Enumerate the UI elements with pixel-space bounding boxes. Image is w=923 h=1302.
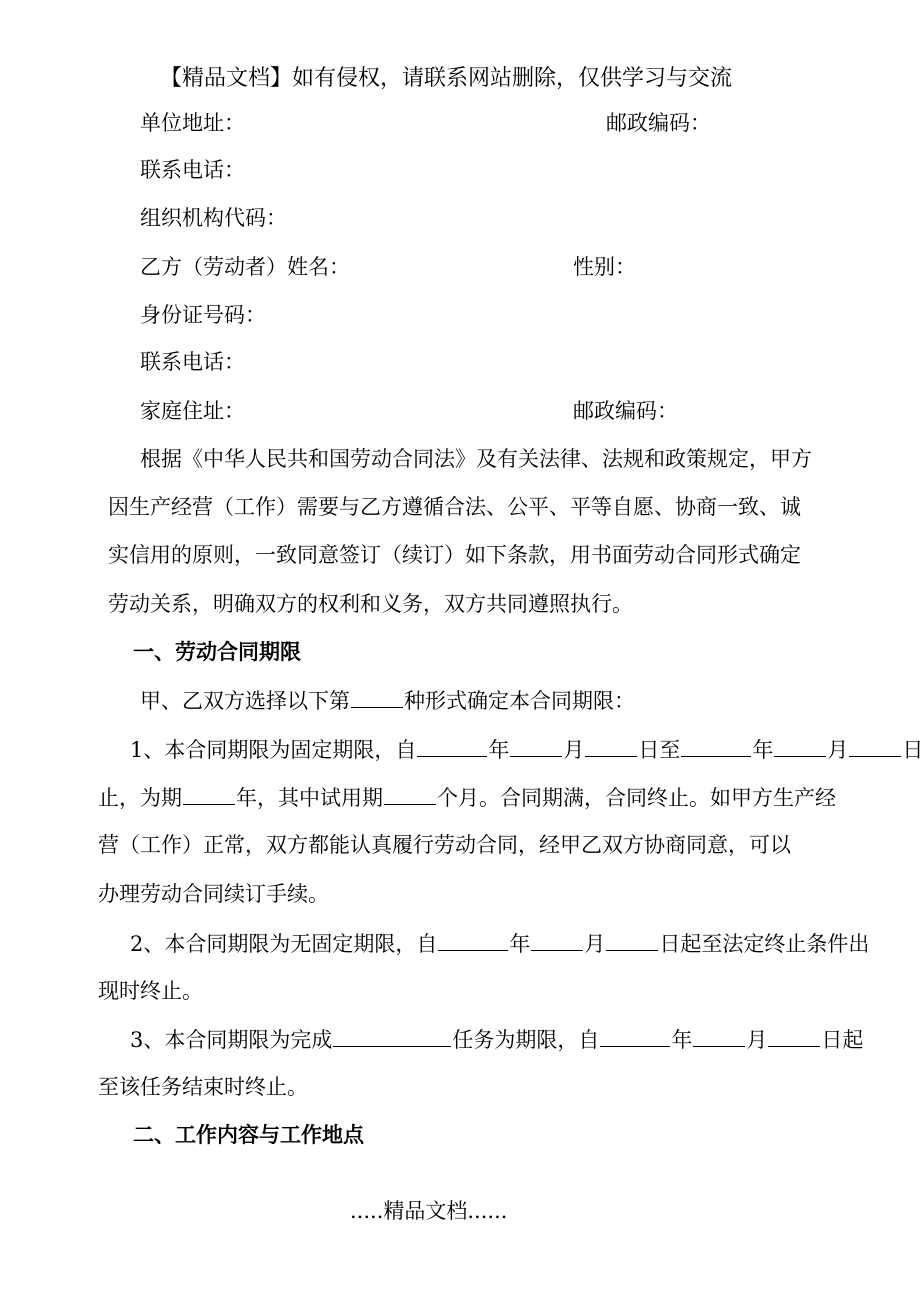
intro-line-4: 劳动关系，明确双方的权利和义务，双方共同遵照执行。 (108, 592, 633, 616)
form-choice-blank[interactable] (351, 685, 403, 708)
item1-term-text: 止，为期 (98, 786, 182, 810)
party-a-address-label: 单位地址： (140, 111, 245, 135)
item3-tail-text: 日起 (821, 1028, 864, 1052)
task-name-blank[interactable] (333, 1024, 451, 1047)
intro-line-2: 因生产经营（工作）需要与乙方遵循合法、公平、平等自愿、协商一致、诚 (108, 495, 801, 519)
item3-line-2: 至该任务结束时终止。 (98, 1075, 308, 1099)
page-footer: .....精品文档...... (350, 1199, 508, 1223)
section2-title: 二、工作内容与工作地点 (133, 1122, 364, 1147)
choose-text-b: 种形式确定本合同期限： (404, 689, 635, 713)
item3-text: 3、本合同期限为完成 (130, 1028, 333, 1052)
end-month-blank[interactable] (774, 734, 826, 757)
party-b-postcode-label: 邮政编码： (573, 399, 678, 423)
item1-expiry-text: 个月。合同期满，合同终止。如甲方生产经 (437, 786, 836, 810)
month-text: 月 (584, 932, 606, 956)
item3-year-blank[interactable] (600, 1024, 670, 1047)
party-b-home-label: 家庭住址： (140, 399, 245, 423)
item2-line-1 (130, 928, 869, 959)
party-b-phone-label: 联系电话： (140, 350, 245, 374)
start-month-blank[interactable] (510, 734, 562, 757)
party-b-name-label: 乙方（劳动者）姓名： (140, 255, 350, 279)
item3-day-blank[interactable] (768, 1024, 820, 1047)
item3-line-1 (130, 1024, 863, 1055)
probation-months-blank[interactable] (384, 782, 436, 805)
day-text: 日 (902, 738, 923, 762)
page-header-notice: 【精品文档】如有侵权，请联系网站删除，仅供学习与交流 (160, 66, 733, 91)
section1-choose-line (140, 685, 635, 716)
end-day-blank[interactable] (849, 734, 901, 757)
year-text: 年 (671, 1028, 693, 1052)
section1-title: 一、劳动合同期限 (133, 639, 301, 664)
year-text: 年 (509, 932, 531, 956)
party-a-org-code-label: 组织机构代码： (140, 206, 287, 230)
item1-probation-text: 年，其中试用期 (236, 786, 383, 810)
item2-month-blank[interactable] (531, 928, 583, 951)
start-day-blank[interactable] (585, 734, 637, 757)
year-text: 年 (488, 738, 510, 762)
item1-line-3: 营（工作）正常，双方都能认真履行劳动合同，经甲乙双方协商同意，可以 (98, 833, 791, 857)
day-to-text: 日至 (638, 738, 681, 762)
item1-text: 1、本合同期限为固定期限，自 (130, 738, 417, 762)
item3-month-blank[interactable] (693, 1024, 745, 1047)
party-b-id-label: 身份证号码： (140, 303, 266, 327)
party-a-postcode-label: 邮政编码： (606, 111, 711, 135)
party-a-phone-label: 联系电话： (140, 158, 245, 182)
item3-task-text: 任务为期限，自 (452, 1028, 600, 1052)
year-text: 年 (752, 738, 774, 762)
month-text: 月 (827, 738, 849, 762)
month-text: 月 (746, 1028, 768, 1052)
month-text: 月 (563, 738, 585, 762)
item2-line-2: 现时终止。 (98, 979, 203, 1003)
intro-line-3: 实信用的原则，一致同意签订（续订）如下条款，用书面劳动合同形式确定 (108, 543, 801, 567)
intro-line-1: 根据《中华人民共和国劳动合同法》及有关法律、法规和政策规定，甲方 (140, 447, 812, 471)
end-year-blank[interactable] (681, 734, 751, 757)
item1-line-1 (130, 734, 923, 765)
item2-text: 2、本合同期限为无固定期限，自 (130, 932, 438, 956)
item2-tail-text: 日起至法定终止条件出 (659, 932, 870, 956)
item1-line-4: 办理劳动合同续订手续。 (98, 882, 329, 906)
term-years-blank[interactable] (183, 782, 235, 805)
start-year-blank[interactable] (417, 734, 487, 757)
item2-year-blank[interactable] (438, 928, 508, 951)
party-b-gender-label: 性别： (573, 255, 636, 279)
choose-text-a: 甲、乙双方选择以下第 (140, 689, 350, 713)
item2-day-blank[interactable] (606, 928, 658, 951)
item1-line-2 (98, 782, 836, 813)
